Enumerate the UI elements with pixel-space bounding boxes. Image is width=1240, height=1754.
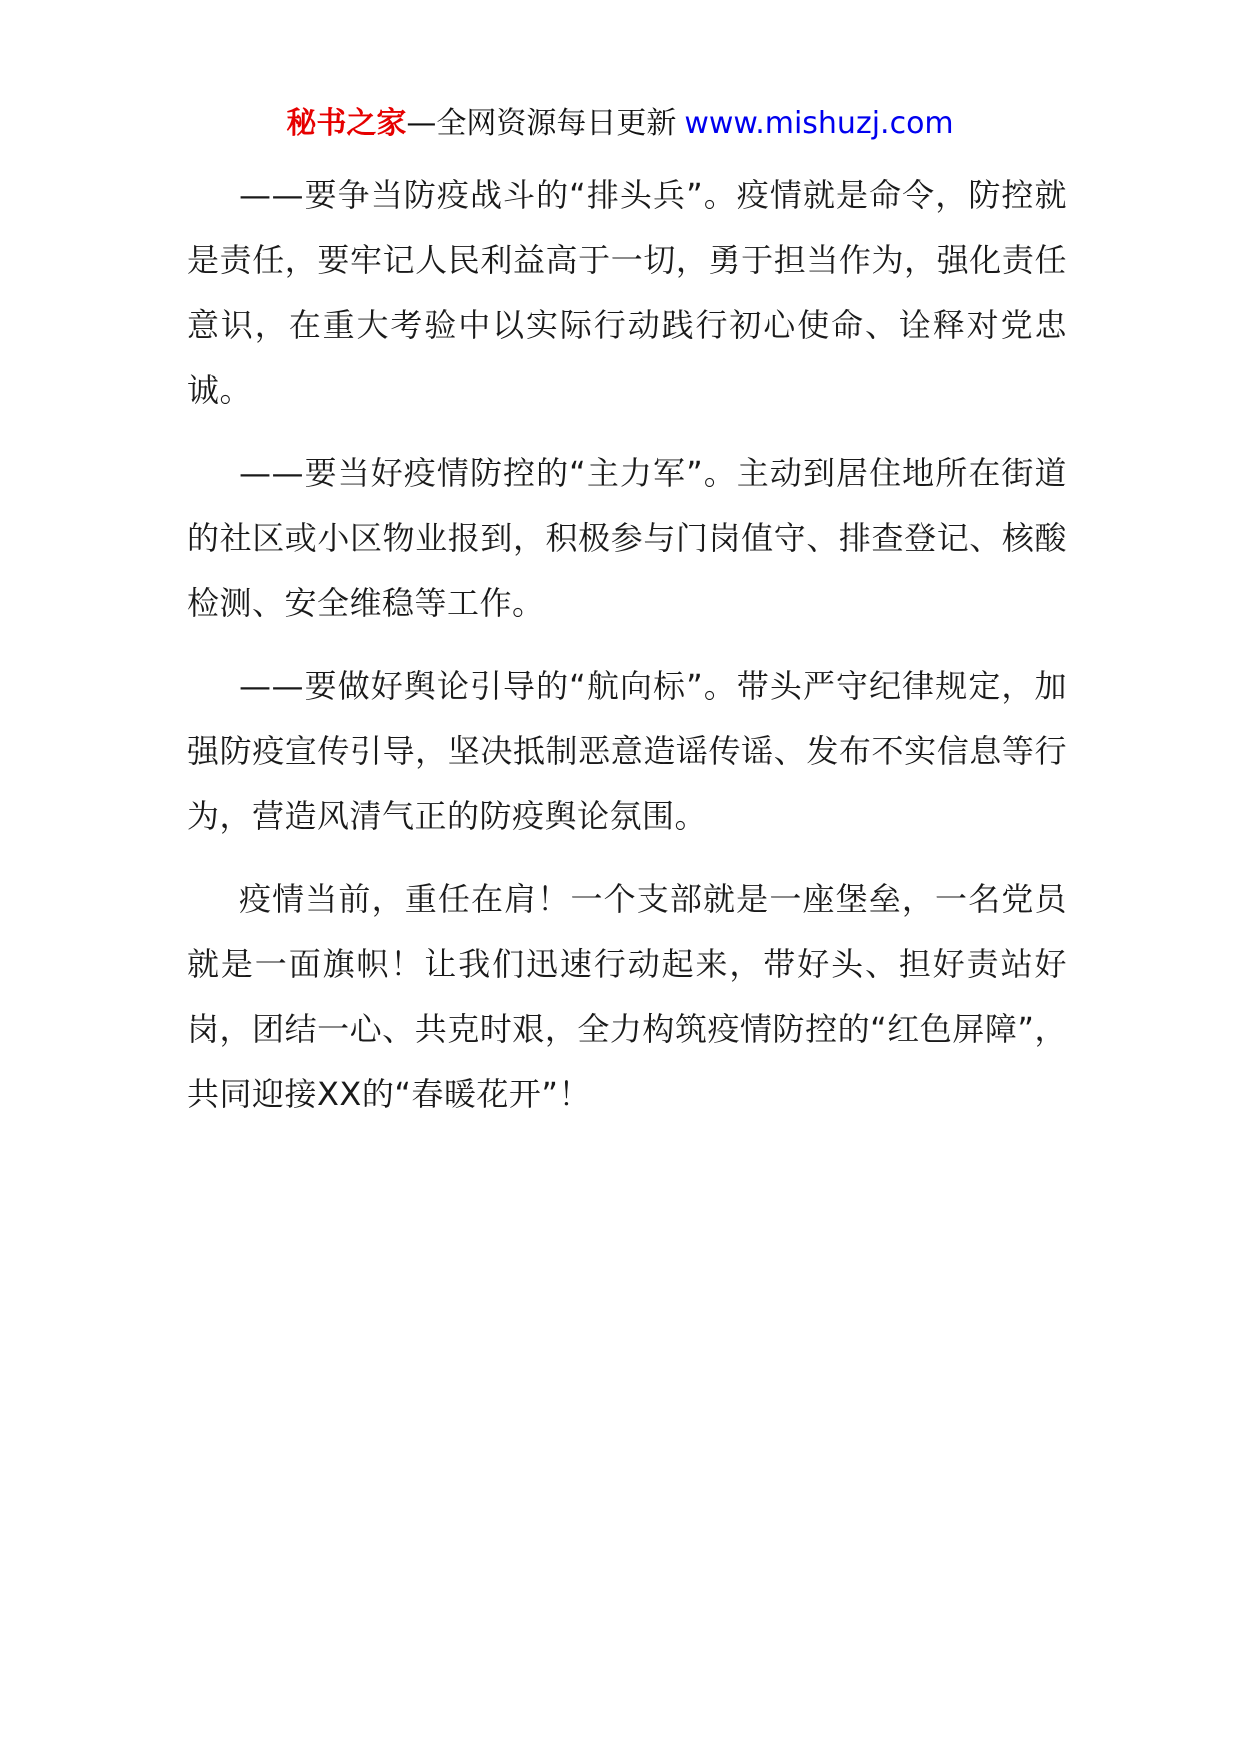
paragraph-public-opinion: ——要做好舆论引导的“航向标”。带头严守纪律规定，加强防疫宣传引导，坚决抵制恶意造谣传谣、发布不实信息等行为，营造风清气正的防疫舆论氛围。 <box>187 667 1067 835</box>
site-header <box>0 100 1240 148</box>
paragraph-vanguard: ——要争当防疫战斗的“排头兵”。疫情就是命令，防控就是责任，要牢记人民利益高于一切，勇于担当作为，强化责任意识，在重大考验中以实际行动践行初心使命、诠释对党忠诚。 <box>187 176 1067 409</box>
paragraph-main-force: ——要当好疫情防控的“主力军”。主动到居住地所在街道的社区或小区物业报到，积极参与门岗值守、排查登记、核酸检测、安全维稳等工作。 <box>187 454 1067 622</box>
site-tagline: —全网资源每日更新 <box>406 106 677 141</box>
paragraph-closing: 疫情当前，重任在肩！一个支部就是一座堡垒，一名党员就是一面旗帜！让我们迅速行动起来，带好头、担好责站好岗，团结一心、共克时艰，全力构筑疫情防控的“红色屏障”，共同迎接XX的“春暖花开”！ <box>187 880 1067 1113</box>
site-link[interactable]: www.mishuzj.com <box>684 106 954 141</box>
brand-name: 秘书之家 <box>286 106 407 141</box>
document-body <box>187 163 1067 1145</box>
